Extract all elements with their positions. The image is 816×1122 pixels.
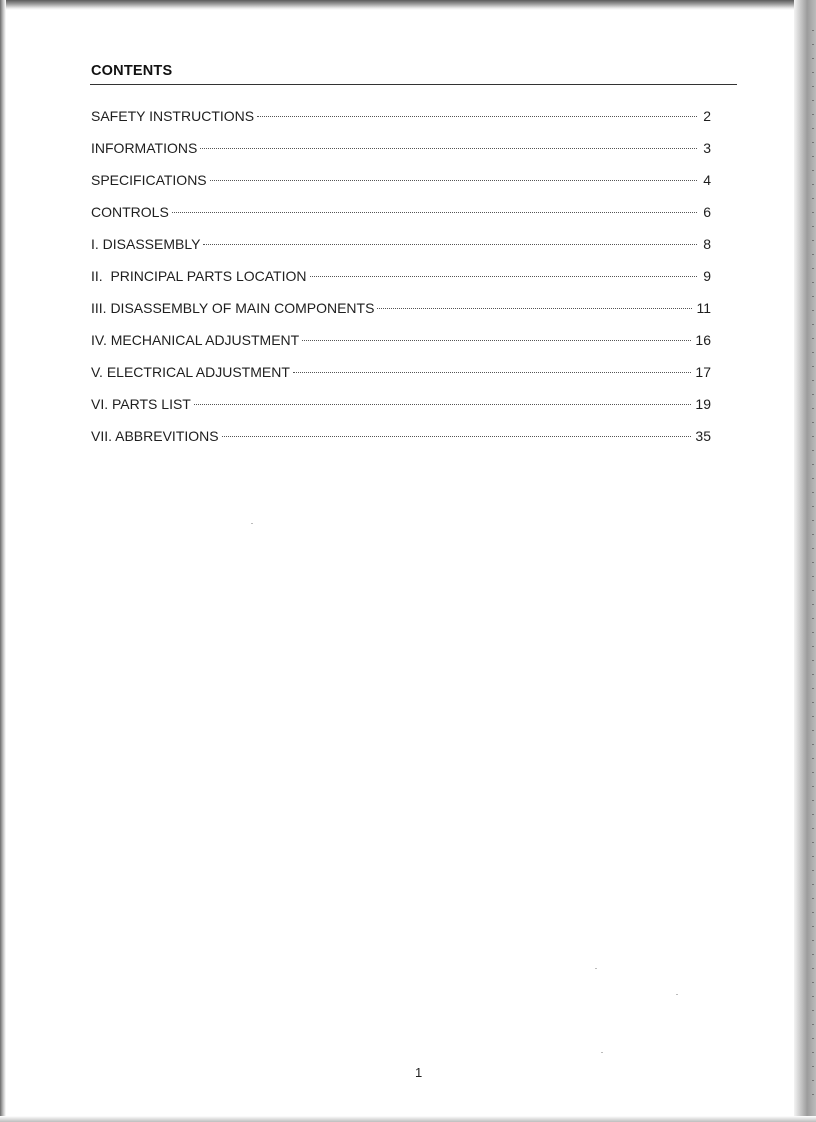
dot-leader [310,276,698,277]
scan-edge-bottom [0,1116,816,1122]
toc-entry-page: 17 [695,364,711,380]
dot-leader [222,436,692,437]
scan-edge-right [794,0,816,1122]
toc-entry-page: 35 [695,428,711,444]
toc-entry-label: INFORMATIONS [91,140,198,156]
toc-entry-parts-list[interactable] [91,396,711,428]
toc-entry-label: III. DISASSEMBLY OF MAIN COMPONENTS [91,300,375,316]
toc-entry-label: IV. MECHANICAL ADJUSTMENT [91,332,300,348]
toc-entry-controls[interactable] [91,204,711,236]
scan-speck [251,523,253,524]
toc-entry-label: CONTROLS [91,204,169,220]
dot-leader [257,116,697,117]
dot-leader [200,148,697,149]
heading-divider [90,84,737,85]
contents-heading: CONTENTS [91,63,173,79]
dot-leader [210,180,697,181]
toc-entry-label: VI. PARTS LIST [91,396,191,412]
toc-entry-page: 9 [703,268,711,284]
toc-entry-label: I. DISASSEMBLY [91,236,201,252]
scan-speck [595,968,597,969]
toc-entry-label: SAFETY INSTRUCTIONS [91,108,255,124]
toc-entry-page: 4 [703,172,711,188]
toc-entry-label: V. ELECTRICAL ADJUSTMENT [91,364,290,380]
toc-entry-principal-parts-location[interactable] [91,268,711,300]
dot-leader [302,340,691,341]
dot-leader [293,372,692,373]
toc-entry-safety-instructions[interactable] [91,108,711,140]
toc-entry-disassembly[interactable] [91,236,711,268]
toc-entry-electrical-adjustment[interactable] [91,364,711,396]
toc-entry-page: 11 [696,300,711,316]
toc-entry-page: 3 [703,140,711,156]
table-of-contents [91,108,711,460]
dot-leader [172,212,697,213]
scan-edge-left [0,0,6,1122]
scan-edge-top [0,0,816,10]
toc-entry-page: 8 [703,236,711,252]
dot-leader [203,244,697,245]
toc-entry-page: 2 [703,108,711,124]
toc-entry-label: SPECIFICATIONS [91,172,207,188]
page-number: 1 [415,1065,423,1080]
toc-entry-page: 16 [695,332,711,348]
toc-entry-specifications[interactable] [91,172,711,204]
toc-entry-informations[interactable] [91,140,711,172]
scan-speck [601,1052,603,1053]
toc-entry-page: 19 [695,396,711,412]
toc-entry-page: 6 [703,204,711,220]
dot-leader [377,308,692,309]
toc-entry-mechanical-adjustment[interactable] [91,332,711,364]
dot-leader [194,404,692,405]
scan-edge-marks [812,30,814,1100]
toc-entry-label: VII. ABBREVITIONS [91,428,219,444]
toc-entry-label: II. PRINCIPAL PARTS LOCATION [91,268,307,284]
toc-entry-disassembly-of-main-components[interactable] [91,300,711,332]
scan-speck [676,994,678,995]
toc-entry-abbrevitions[interactable] [91,428,711,460]
